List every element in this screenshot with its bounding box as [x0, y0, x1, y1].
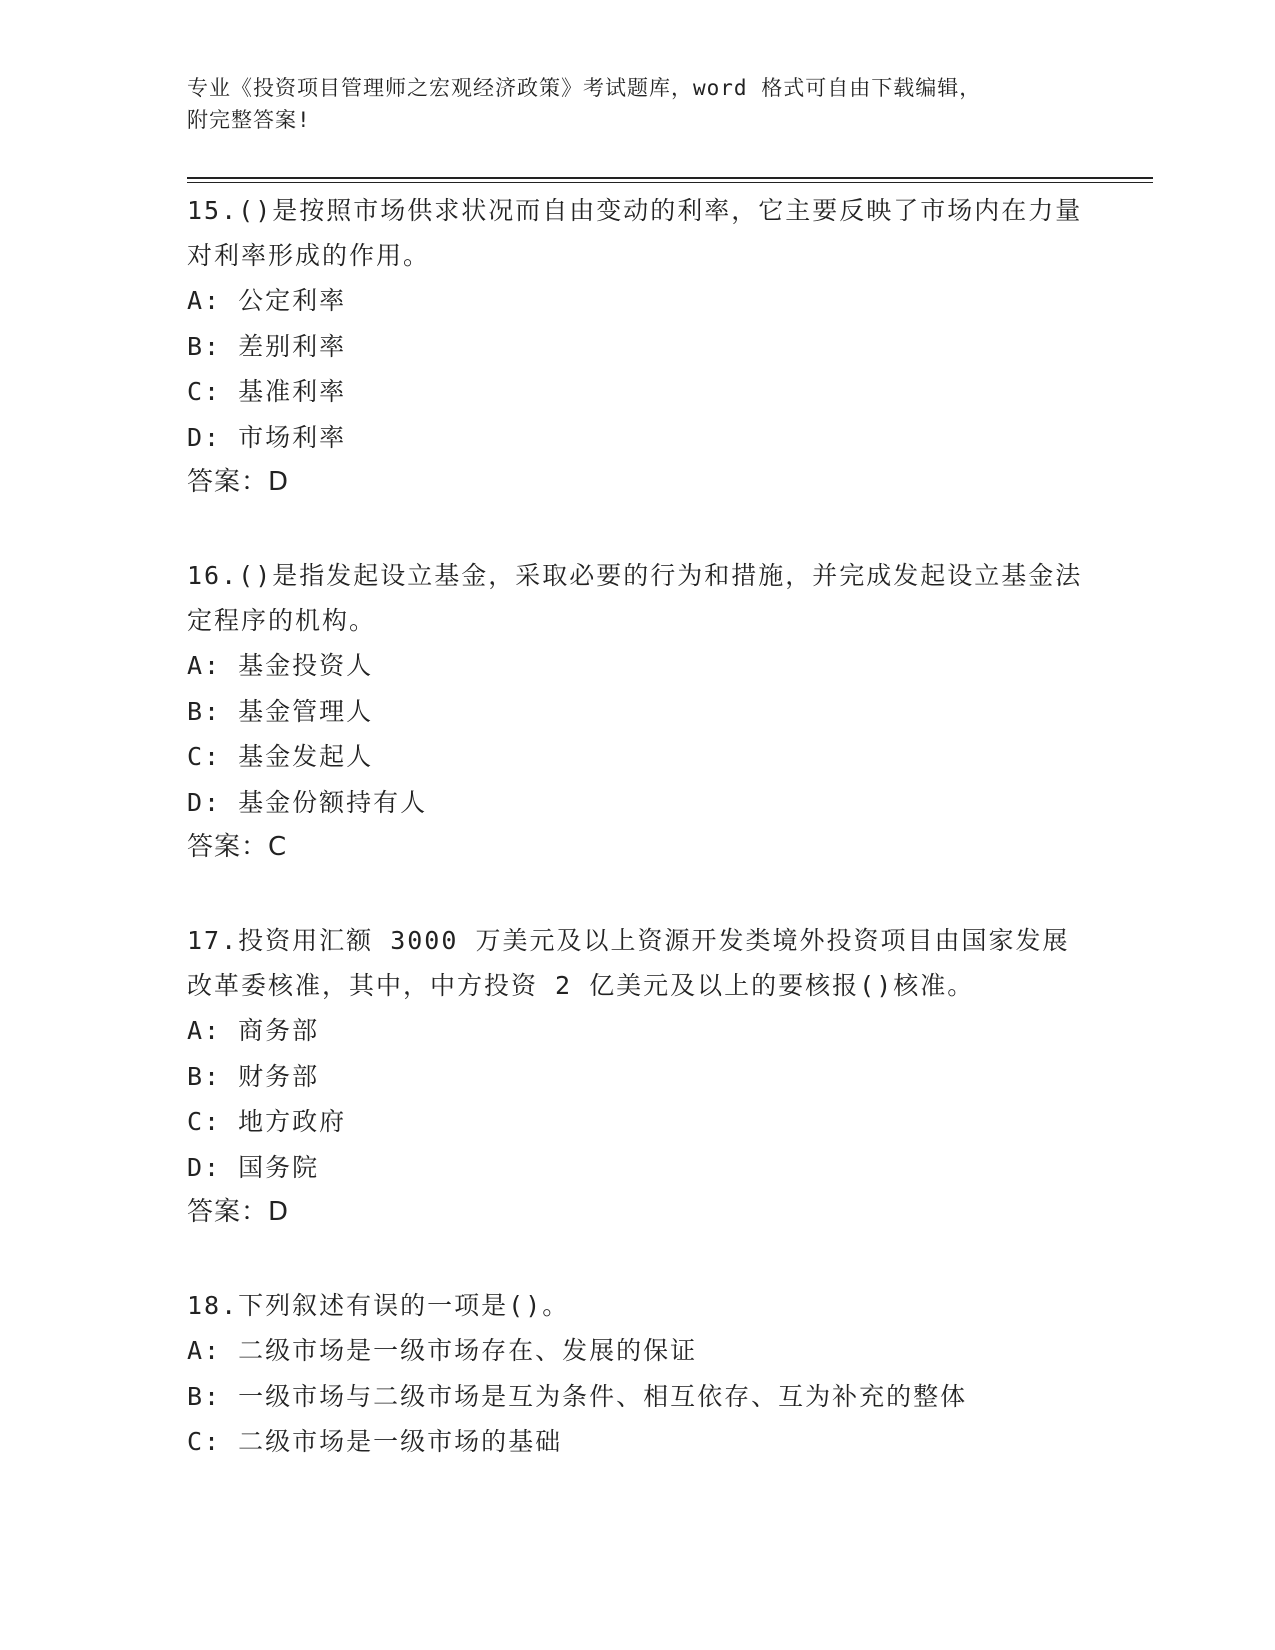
option-b: B: 基金管理人 — [187, 696, 374, 726]
option-a: A: 公定利率 — [187, 286, 347, 315]
header-divider-thin — [187, 182, 1153, 183]
option-d: D: 国务院 — [187, 1152, 320, 1182]
header-line-1: 专业《投资项目管理师之宏观经济政策》考试题库，word 格式可自由下载编辑， — [187, 76, 982, 100]
option-b: B: 财务部 — [187, 1061, 320, 1091]
question-stem: 17.投资用汇额 3000 万美元及以上资源开发类境外投资项目由国家发展改革委核准，其中，中方投资 2 亿美元及以上的要核报()核准。 — [187, 926, 1070, 1000]
question-stem: 18.下列叙述有误的一项是()。 — [187, 1291, 570, 1320]
question-answer: 答案：D — [187, 1197, 290, 1227]
document-header — [187, 72, 1087, 136]
header-divider-thick — [187, 177, 1153, 179]
question-stem: 16.()是指发起设立基金，采取必要的行为和措施，并完成发起设立基金法定程序的机构。 — [187, 561, 1083, 635]
option-b: B: 一级市场与二级市场是互为条件、相互依存、互为补充的整体 — [187, 1381, 968, 1411]
option-c: C: 基金发起人 — [187, 742, 374, 771]
question-15 — [187, 188, 1087, 505]
question-stem: 15.()是按照市场供求状况而自由变动的利率，它主要反映了市场内在力量对利率形成的作用。 — [187, 196, 1083, 270]
option-d: D: 市场利率 — [187, 422, 347, 452]
option-c: C: 二级市场是一级市场的基础 — [187, 1427, 563, 1456]
option-d: D: 基金份额持有人 — [187, 787, 428, 817]
question-answer: 答案：C — [187, 832, 288, 862]
option-c: C: 基准利率 — [187, 377, 347, 406]
question-answer: 答案：D — [187, 467, 290, 497]
question-18 — [187, 1283, 1087, 1465]
header-line-2: 附完整答案! — [187, 108, 311, 132]
option-c: C: 地方政府 — [187, 1107, 347, 1136]
question-17 — [187, 918, 1087, 1235]
question-16 — [187, 553, 1087, 870]
option-a: A: 商务部 — [187, 1016, 320, 1045]
option-a: A: 基金投资人 — [187, 651, 374, 680]
option-a: A: 二级市场是一级市场存在、发展的保证 — [187, 1336, 698, 1365]
option-b: B: 差别利率 — [187, 331, 347, 361]
